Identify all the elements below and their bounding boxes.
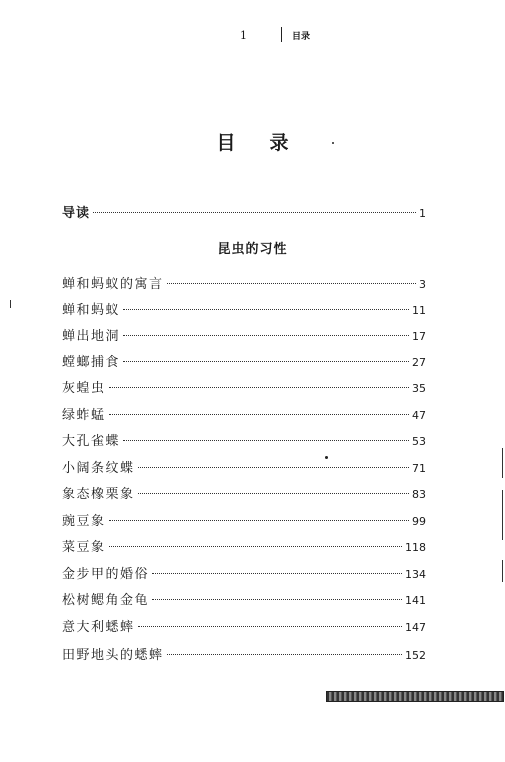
toc-entry-title: 意大利蟋蟀 <box>62 620 135 635</box>
toc-entry-page: 118 <box>405 541 426 554</box>
toc-entry[interactable] <box>62 536 426 556</box>
toc-entry-page: 134 <box>405 568 426 581</box>
toc-entry[interactable] <box>62 616 426 636</box>
toc-leader-dots <box>109 404 409 415</box>
toc-entry-page: 11 <box>412 304 426 317</box>
toc-entry[interactable] <box>62 299 426 319</box>
toc-entry-page: 17 <box>412 330 426 343</box>
toc-entry-title: 导读 <box>62 206 91 221</box>
toc-entry[interactable] <box>62 325 426 345</box>
toc-entry[interactable] <box>62 563 426 583</box>
toc-entry-title: 绿蚱蜢 <box>62 408 106 423</box>
toc-entry-page: 35 <box>412 382 426 395</box>
header-divider <box>281 27 282 42</box>
toc-entry-title: 象态橡栗象 <box>62 487 135 502</box>
toc-entry-page: 141 <box>405 594 426 607</box>
toc-entry[interactable] <box>62 273 426 293</box>
toc-leader-dots <box>152 563 402 574</box>
scan-margin-mark <box>10 300 11 308</box>
toc-leader-dots <box>123 325 409 336</box>
toc-entry[interactable] <box>62 404 426 424</box>
scan-speck <box>325 456 328 459</box>
toc-entry-title: 蝉和蚂蚁的寓言 <box>62 277 164 292</box>
toc-entry-title: 螳螂捕食 <box>62 355 121 370</box>
toc-leader-dots <box>123 430 409 441</box>
toc-entry-page: 71 <box>412 462 426 475</box>
toc-leader-dots <box>138 483 409 494</box>
section-heading: 昆虫的习性 <box>217 242 288 257</box>
toc-entry[interactable] <box>62 644 426 664</box>
scan-margin-mark <box>502 560 503 582</box>
toc-entry-title: 菜豆象 <box>62 540 106 555</box>
toc-entry[interactable] <box>62 457 426 477</box>
toc-entry[interactable] <box>62 430 426 450</box>
toc-entry-title: 田野地头的蟋蟀 <box>62 648 164 663</box>
toc-entry-page: 47 <box>412 409 426 422</box>
toc-leader-dots <box>109 377 409 388</box>
toc-entry-page: 3 <box>419 278 426 291</box>
toc-entry[interactable] <box>62 483 426 503</box>
toc-entry-page: 27 <box>412 356 426 369</box>
toc-entry-title: 灰蝗虫 <box>62 381 106 396</box>
scan-margin-mark <box>502 448 503 478</box>
toc-entry-title: 蝉和蚂蚁 <box>62 303 121 318</box>
toc-entry-page: 152 <box>405 649 426 662</box>
toc-leader-dots <box>123 299 409 310</box>
scan-edge-strip <box>326 691 504 702</box>
toc-leader-dots <box>138 457 409 468</box>
toc-leader-dots <box>167 644 402 655</box>
toc-entry-page: 99 <box>412 515 426 528</box>
running-header <box>0 25 505 43</box>
toc-entry-page: 147 <box>405 621 426 634</box>
toc-leader-dots <box>152 589 402 600</box>
scan-margin-mark <box>502 490 503 540</box>
toc-entry[interactable] <box>62 351 426 371</box>
toc-entry[interactable] <box>62 510 426 530</box>
toc-entry[interactable] <box>62 377 426 397</box>
toc-entry-page: 53 <box>412 435 426 448</box>
toc-entry-page: 1 <box>419 207 426 220</box>
header-title: 目录 <box>292 32 311 42</box>
toc-entry-intro[interactable] <box>62 202 426 222</box>
toc-leader-dots <box>167 273 416 284</box>
toc-entry[interactable] <box>62 589 426 609</box>
toc-leader-dots <box>109 536 402 547</box>
toc-entry-title: 蝉出地洞 <box>62 329 121 344</box>
toc-entry-title: 小阔条纹蝶 <box>62 461 135 476</box>
toc-leader-dots <box>138 616 402 627</box>
toc-entry-title: 豌豆象 <box>62 514 106 529</box>
scan-speck <box>332 142 334 144</box>
toc-entry-page: 83 <box>412 488 426 501</box>
toc-entry-title: 金步甲的婚俗 <box>62 567 150 582</box>
toc-leader-dots <box>93 202 416 213</box>
toc-entry-title: 大孔雀蝶 <box>62 434 121 449</box>
toc-leader-dots <box>123 351 409 362</box>
toc-leader-dots <box>109 510 409 521</box>
toc-entry-title: 松树鳃角金龟 <box>62 593 150 608</box>
header-page-number: 1 <box>240 29 247 42</box>
page-title: 目录 <box>216 132 323 154</box>
